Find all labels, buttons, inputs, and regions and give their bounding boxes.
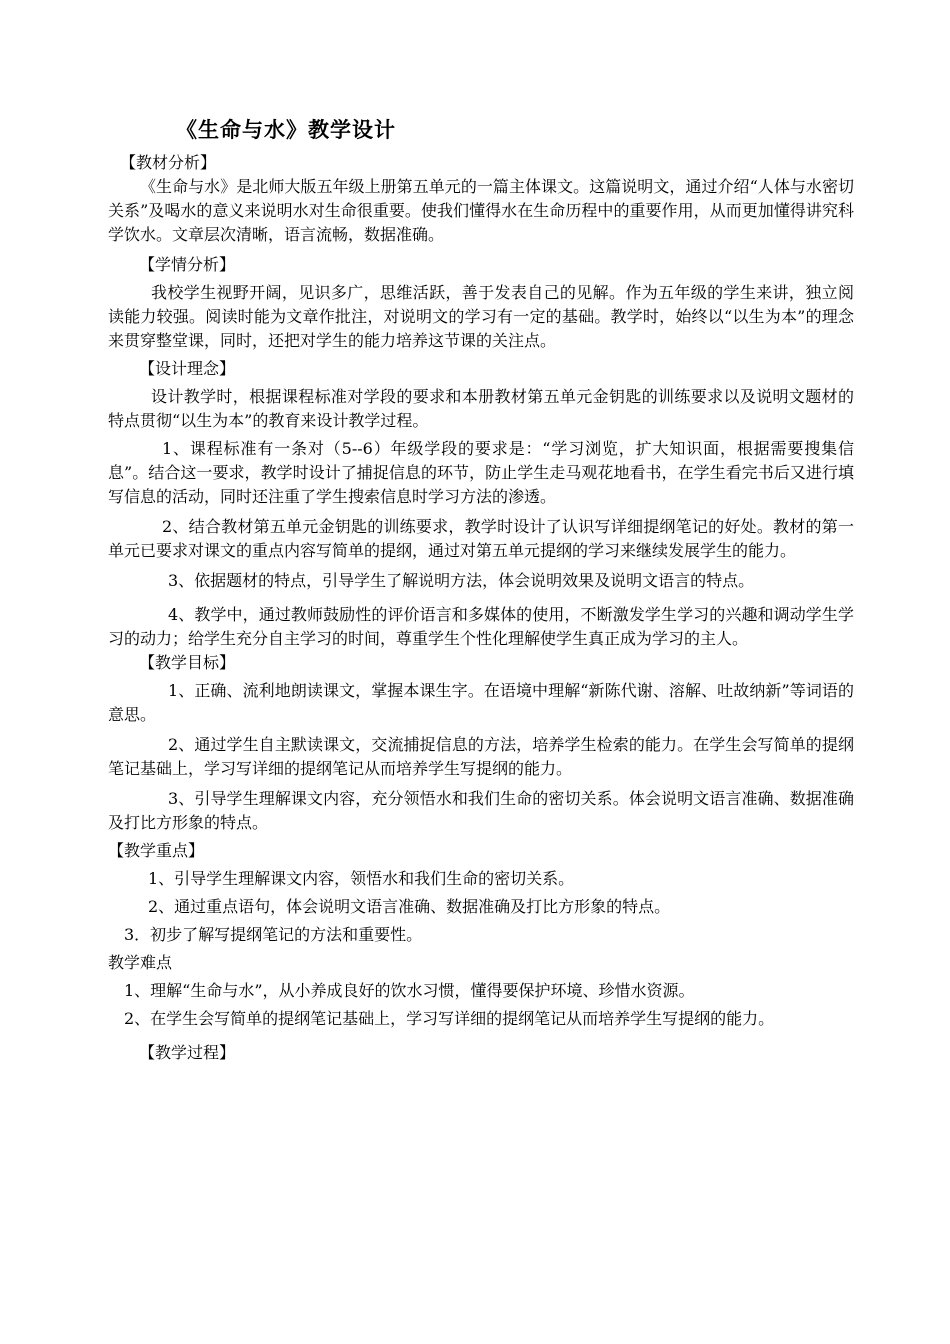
- paragraph-xueqing: 我校学生视野开阔，见识多广，思维活跃，善于发表自己的见解。作为五年级的学生来讲，独立阅读能力较强。阅读时能为文章作批注，对说明文的学习有一定的基础。教学时，始终以“以生为本”的理念来贯穿整堂课，同时，还把对学生的能力培养这节课的关注点。: [108, 283, 854, 350]
- section-heading-mubiao: 【教学目标】: [139, 653, 236, 672]
- paragraph-sheji-1: 1、课程标准有一条对（5--6）年级学段的要求是：“学习浏览，扩大知识面，根据需要搜集信息”。结合这一要求，教学时设计了捕捉信息的环节，防止学生走马观花地看书，在学生看完书后又进行填写信息的活动，同时还注重了学生搜索信息时学习方法的渗透。: [108, 439, 854, 506]
- section-heading-sheji: 【设计理念】: [139, 359, 236, 378]
- paragraph-zhongdian-1: 1、引导学生理解课文内容，领悟水和我们生命的密切关系。: [148, 869, 575, 888]
- paragraph-sheji-4: 4、教学中，通过教师鼓励性的评价语言和多媒体的使用，不断激发学生学习的兴趣和调动学生学习的动力；给学生充分自主学习的时间，尊重学生个性化理解使学生真正成为学习的主人。: [108, 605, 854, 648]
- section-heading-nandian: 教学难点: [108, 953, 173, 972]
- paragraph-sheji-2: 2、结合教材第五单元金钥匙的训练要求，教学时设计了认识写详细提纲笔记的好处。教材的第一单元已要求对课文的重点内容写简单的提纲，通过对第五单元提纲的学习来继续发展学生的能力。: [108, 517, 854, 560]
- paragraph-nandian-1: 1、理解“生命与水”，从小养成良好的饮水习惯，懂得要保护环境、珍惜水资源。: [124, 981, 695, 1000]
- paragraph-nandian-2: 2、在学生会写简单的提纲笔记基础上，学习写详细的提纲笔记从而培养学生写提纲的能力。: [124, 1009, 775, 1028]
- section-heading-guocheng: 【教学过程】: [139, 1043, 236, 1062]
- paragraph-mubiao-2: 2、通过学生自主默读课文，交流捕捉信息的方法，培养学生检索的能力。在学生会写简单的提纲笔记基础上，学习写详细的提纲笔记从而培养学生写提纲的能力。: [108, 735, 854, 778]
- section-heading-zhongdian: 【教学重点】: [108, 841, 205, 860]
- document-body: [108, 151, 854, 1065]
- section-heading-jiaocai: 【教材分析】: [120, 153, 217, 172]
- paragraph-mubiao-1: 1、正确、流利地朗读课文，掌握本课生字。在语境中理解“新陈代谢、溶解、吐故纳新”等词语的意思。: [108, 681, 854, 724]
- paragraph-zhongdian-2: 2、通过重点语句，体会说明文语言准确、数据准确及打比方形象的特点。: [148, 897, 671, 916]
- paragraph-sheji-intro: 设计教学时，根据课程标准对学段的要求和本册教材第五单元金钥匙的训练要求以及说明文题材的特点贯彻“以生为本”的教育来设计教学过程。: [108, 387, 854, 430]
- section-heading-xueqing: 【学情分析】: [139, 255, 236, 274]
- document-title: 《生命与水》教学设计: [176, 118, 396, 142]
- paragraph-zhongdian-3: 3．初步了解写提纲笔记的方法和重要性。: [124, 925, 423, 944]
- paragraph-sheji-3: 3、依据题材的特点，引导学生了解说明方法，体会说明效果及说明文语言的特点。: [168, 571, 755, 590]
- paragraph-jiaocai: 《生命与水》是北师大版五年级上册第五单元的一篇主体课文。这篇说明文，通过介绍“人体与水密切关系”及喝水的意义来说明水对生命很重要。使我们懂得水在生命历程中的重要作用，从而更加懂得讲究科学饮水。文章层次清晰，语言流畅，数据准确。: [108, 177, 854, 244]
- paragraph-mubiao-3: 3、引导学生理解课文内容，充分领悟水和我们生命的密切关系。体会说明文语言准确、数据准确及打比方形象的特点。: [108, 789, 854, 832]
